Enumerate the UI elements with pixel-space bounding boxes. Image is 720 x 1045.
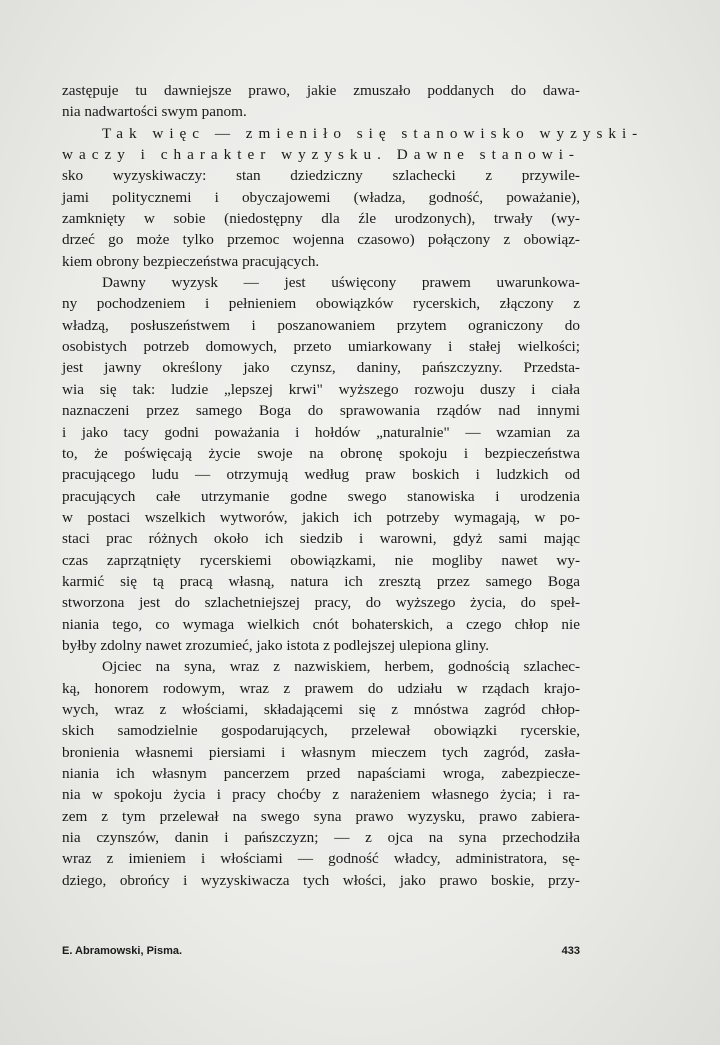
text-line: władzą, posłuszeństwem i poszanowaniem przytem ograniczony do: [62, 316, 580, 334]
text-line: jest jawny określony jako czynsz, daniny, pańszczyzny. Przedsta-: [62, 359, 580, 377]
text-line: zastępuje tu dawniejsze prawo, jakie zmuszało poddanych do dawa-: [62, 82, 580, 99]
text-line: wych, wraz z włościami, składającemi się z mnóstwa zagród chłop-: [62, 700, 580, 718]
text-line: dziego, obrońcy i wyzyskiwacza tych włości, jako prawo boskie, przy-: [62, 871, 580, 889]
text-line: w postaci wszelkich wytworów, jakich ich potrzeby wymagają, w po-: [62, 508, 580, 526]
text-line: niania ich własnym pancerzem przed napaściami wroga, zabezpiecze-: [62, 765, 580, 782]
text-line: kiem obrony bezpieczeństwa pracujących.: [62, 252, 320, 270]
text-line: naznaczeni przez samego Boga do sprawowania rządów nad innymi: [62, 402, 580, 420]
text-line: Dawny wyzysk — jest uświęcony prawem uwarunkowa-: [102, 274, 580, 292]
text-line: nia w spokoju życia i pracy choćby z narażeniem własnego życia; i ra-: [62, 786, 580, 804]
text-line: waczy i charakter wyzysku. Dawne stanowi-: [62, 146, 580, 164]
text-line: i jako tacy godni poważania i hołdów „naturalnie" — wzamian za: [62, 423, 580, 441]
text-line: Ojciec na syna, wraz z nazwiskiem, herbem, godnością szlachec-: [102, 658, 580, 676]
body-text: [62, 80, 644, 891]
text-line: staci prac różnych około ich siedzib i warowni, gdyż sami mając: [62, 530, 580, 548]
text-line: wraz z imieniem i włościami — godność władcy, administratora, sę-: [62, 850, 580, 868]
text-line: pracujących całe utrzymanie godne swego stanowiska i urodzenia: [62, 487, 580, 505]
text-line: sko wyzyskiwaczy: stan dziedziczny szlachecki z przywile-: [62, 167, 580, 185]
text-line: stworzona jest do szlachetniejszej pracy, do wyższego życia, do speł-: [62, 594, 580, 612]
text-line: zem z tym przelewał na swego syna prawo wyzysku, prawo zabiera-: [62, 807, 580, 825]
text-line: nia czynszów, danin i pańszczyzn; — z ojca na syna przechodziła: [62, 829, 580, 847]
text-line: bronienia własnemi piersiami i własnym mieczem tych zagród, zasła-: [62, 743, 580, 761]
text-line: czas zaprzątnięty rycerskiemi obowiązkami, nie mogliby nawet wy-: [62, 551, 580, 569]
text-line: pracującego ludu — otrzymują według praw boskich i ludzkich od: [62, 466, 580, 484]
text-line: byłby zdolny nawet zrozumieć, jako istota z podlejszej ulepiona gliny.: [62, 636, 490, 654]
text-line: ką, honorem rodowym, wraz z prawem do udziału w rządach krajo-: [62, 679, 580, 697]
footer-author-title: E. Abramowski, Pisma.: [62, 945, 183, 957]
text-line: drzeć go może tylko przemoc wojenna czasowo) połączony z obowiąz-: [62, 231, 580, 249]
text-line: osobistych potrzeb domowych, przeto umiarkowany i stałej wielkości;: [62, 338, 580, 356]
text-line: zamknięty w sobie (niedostępny dla źle urodzonych), trwały (wy-: [62, 210, 580, 228]
text-line: wia się tak: ludzie „lepszej krwi" wyższego rozwoju duszy i ciała: [62, 380, 580, 398]
text-line: skich samodzielnie gospodarujących, przelewał obowiązki rycerskie,: [62, 722, 580, 740]
text-line: nia nadwartości swym panom.: [62, 103, 247, 121]
text-line: jami politycznemi i obyczajowemi (władza, godność, poważanie),: [62, 188, 580, 206]
page-footer: [62, 945, 580, 957]
text-line: niania tego, co wymaga wielkich cnót bohaterskich, a czego chłop nie: [62, 615, 580, 633]
text-line: Tak więc — zmieniło się stanowisko wyzyski-: [102, 124, 644, 142]
text-line: ny pochodzeniem i pełnieniem obowiązków rycerskich, złączony z: [62, 295, 580, 313]
text-line: karmić się tą pracą własną, natura ich zresztą przez samego Boga: [62, 572, 580, 590]
text-line: to, że poświęcają życie swoje na obronę spokoju i bezpieczeństwa: [62, 444, 580, 462]
page-number: 433: [561, 945, 580, 957]
